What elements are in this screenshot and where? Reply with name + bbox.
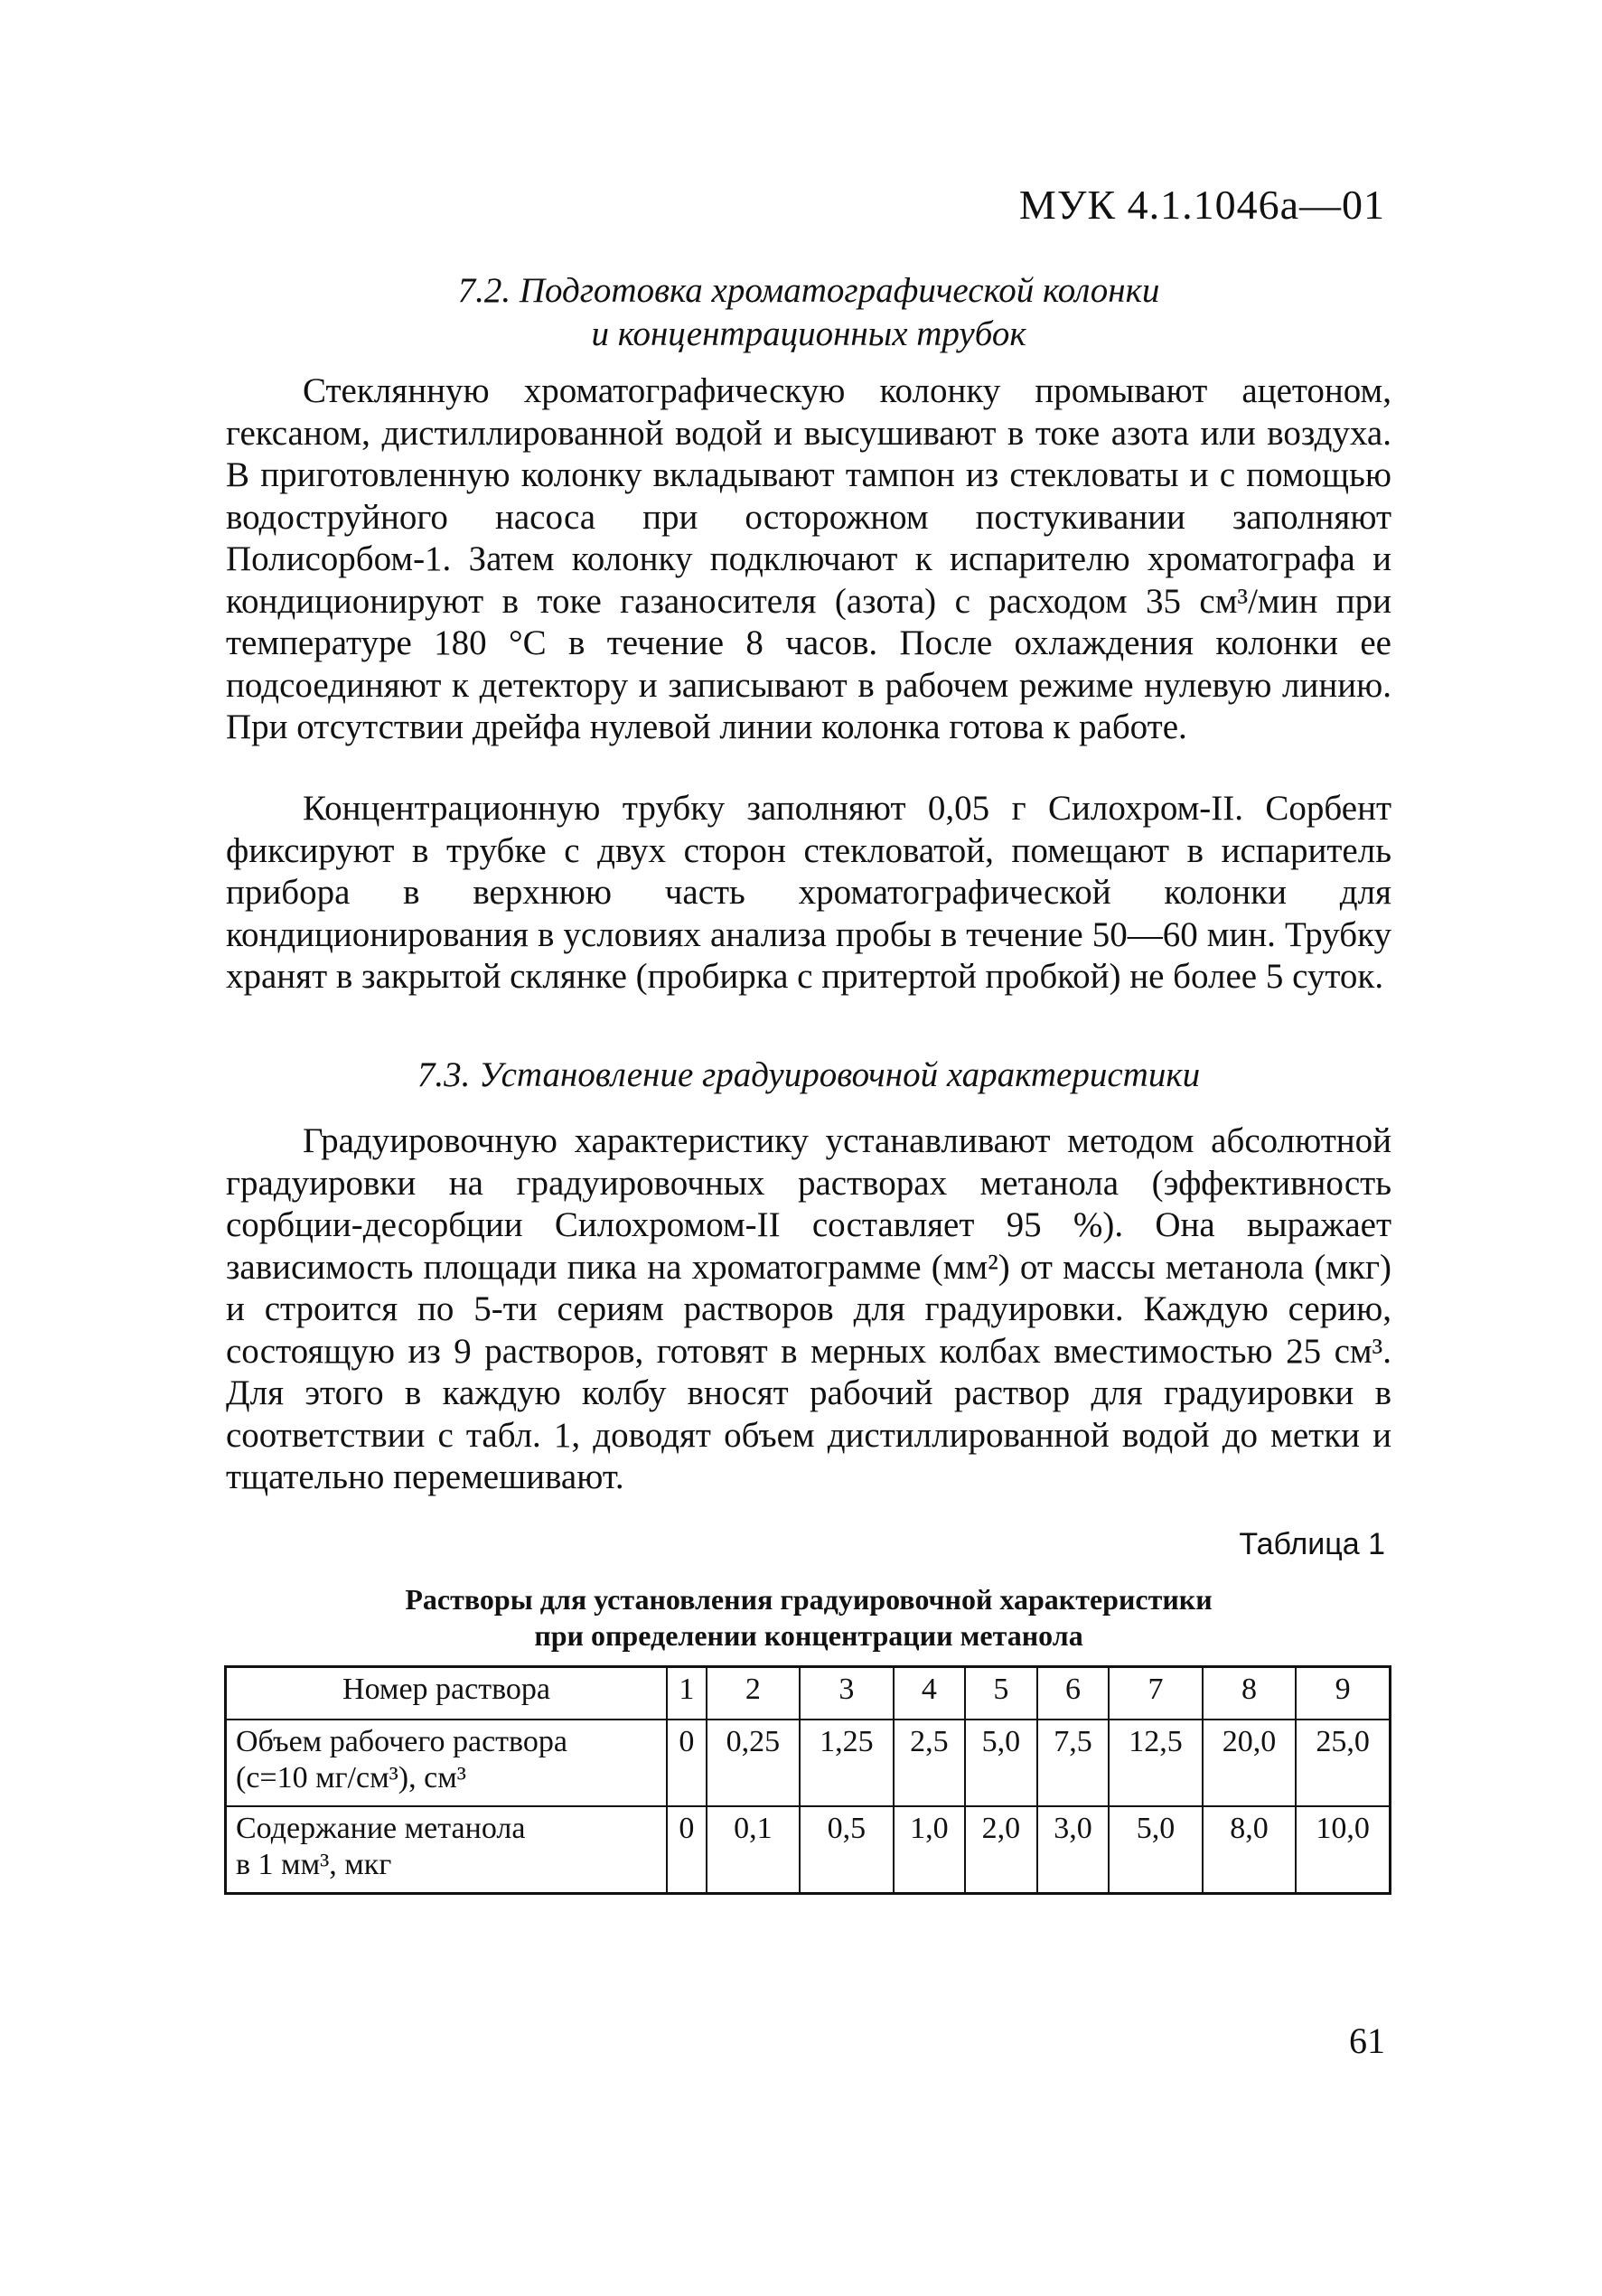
section-7-2-heading <box>226 269 1391 356</box>
solution-number-cell: 8 <box>1203 1667 1296 1720</box>
table-caption <box>226 1581 1391 1654</box>
volume-value-cell: 1,25 <box>800 1720 893 1806</box>
row-label-content-line1: Содержание метанола <box>236 1812 526 1845</box>
content-value-cell: 2,0 <box>965 1806 1037 1894</box>
content-value-cell: 5,0 <box>1109 1806 1202 1894</box>
table-header-row <box>226 1667 1391 1720</box>
content-value-cell: 0 <box>667 1806 707 1894</box>
solution-number-cell: 3 <box>800 1667 893 1720</box>
table-caption-line1: Растворы для установления градуировочной характеристики <box>405 1583 1213 1616</box>
table-row-volume <box>226 1720 1391 1806</box>
content-value-cell: 3,0 <box>1037 1806 1110 1894</box>
solution-number-cell: 7 <box>1109 1667 1202 1720</box>
volume-value-cell: 0,25 <box>707 1720 800 1806</box>
section-7-3-paragraph-1: Градуировочную характеристику устанавливают методом абсолютной градуировки на градуировочных растворах метанола (эффективность сорбции-десорбции Силохромом-II составляет 95 %). Она выражает зависимость площади пика на хроматограмме (мм²) от массы метанола (мкг) и строится по 5-ти сериям растворов для градуировки. Каждую серию, состоящую из 9 растворов, готовят в мерных колбах вместимостью 25 см³. Для этого в каждую колбу вносят рабочий раствор для градуировки в соответствии с табл. 1, доводят объем дистиллированной водой до метки и тщательно перемешивают. <box>226 1121 1391 1496</box>
section-7-2-heading-line1: 7.2. Подготовка хроматографической колонки <box>457 271 1160 310</box>
solution-number-cell: 6 <box>1037 1667 1110 1720</box>
table-row-content <box>226 1806 1391 1894</box>
solution-number-cell: 4 <box>894 1667 966 1720</box>
solution-number-cell: 5 <box>965 1667 1037 1720</box>
solution-number-cell: 1 <box>667 1667 707 1720</box>
content-value-cell: 10,0 <box>1296 1806 1390 1894</box>
volume-value-cell: 5,0 <box>965 1720 1037 1806</box>
volume-value-cell: 20,0 <box>1203 1720 1296 1806</box>
document-code: МУК 4.1.1046а—01 <box>1018 182 1385 228</box>
calibration-table <box>224 1665 1391 1895</box>
table-caption-line2: при определении концентрации метанола <box>534 1619 1083 1652</box>
solution-number-cell: 9 <box>1296 1667 1390 1720</box>
volume-value-cell: 2,5 <box>894 1720 966 1806</box>
content-value-cell: 8,0 <box>1203 1806 1296 1894</box>
row-label-content-line2: в 1 мм³, мкг <box>236 1848 392 1881</box>
content-value-cell: 0,5 <box>800 1806 893 1894</box>
row-label-content <box>226 1806 668 1894</box>
content-value-cell: 0,1 <box>707 1806 800 1894</box>
row-label-volume <box>226 1720 668 1806</box>
section-7-3-heading: 7.3. Установление градуировочной характеристики <box>417 1055 1201 1094</box>
volume-value-cell: 7,5 <box>1037 1720 1110 1806</box>
row-label-volume-line1: Объем рабочего раствора <box>236 1725 567 1758</box>
table-label: Таблица 1 <box>1239 1527 1385 1561</box>
volume-value-cell: 25,0 <box>1296 1720 1390 1806</box>
section-7-2-paragraph-2: Концентрационную трубку заполняют 0,05 г Силохром-II. Сорбент фиксируют в трубке с двух сторон стекловатой, помещают в испаритель прибора в верхнюю часть хроматографической колонки для кондиционирования в условиях анализа пробы в течение 50—60 мин. Трубку хранят в закрытой склянке (пробирка с притертой пробкой) не более 5 суток. <box>226 789 1391 996</box>
volume-value-cell: 0 <box>667 1720 707 1806</box>
volume-value-cell: 12,5 <box>1109 1720 1202 1806</box>
header-label-cell: Номер раствора <box>226 1667 668 1720</box>
section-7-2-heading-line2: и концентрационных трубок <box>591 314 1026 353</box>
row-label-volume-line2: (с=10 мг/см³), см³ <box>236 1761 466 1795</box>
content-value-cell: 1,0 <box>894 1806 966 1894</box>
page-number: 61 <box>1349 2020 1385 2061</box>
section-7-2-paragraph-1: Стеклянную хроматографическую колонку промывают ацетоном, гексаном, дистиллированной водой и высушивают в токе азота или воздуха. В приготовленную колонку вкладывают тампон из стекловаты и с помощью водоструйного насоса при осторожном постукивании заполняют Полисорбом-1. Затем колонку подключают к испарителю хроматографа и кондиционируют в токе газаносителя (азота) с расходом 35 см³/мин при температуре 180 °С в течение 8 часов. После охлаждения колонки ее подсоединяют к детектору и записывают в рабочем режиме нулевую линию. При отсутствии дрейфа нулевой линии колонка готова к работе. <box>226 371 1391 746</box>
solution-number-cell: 2 <box>707 1667 800 1720</box>
